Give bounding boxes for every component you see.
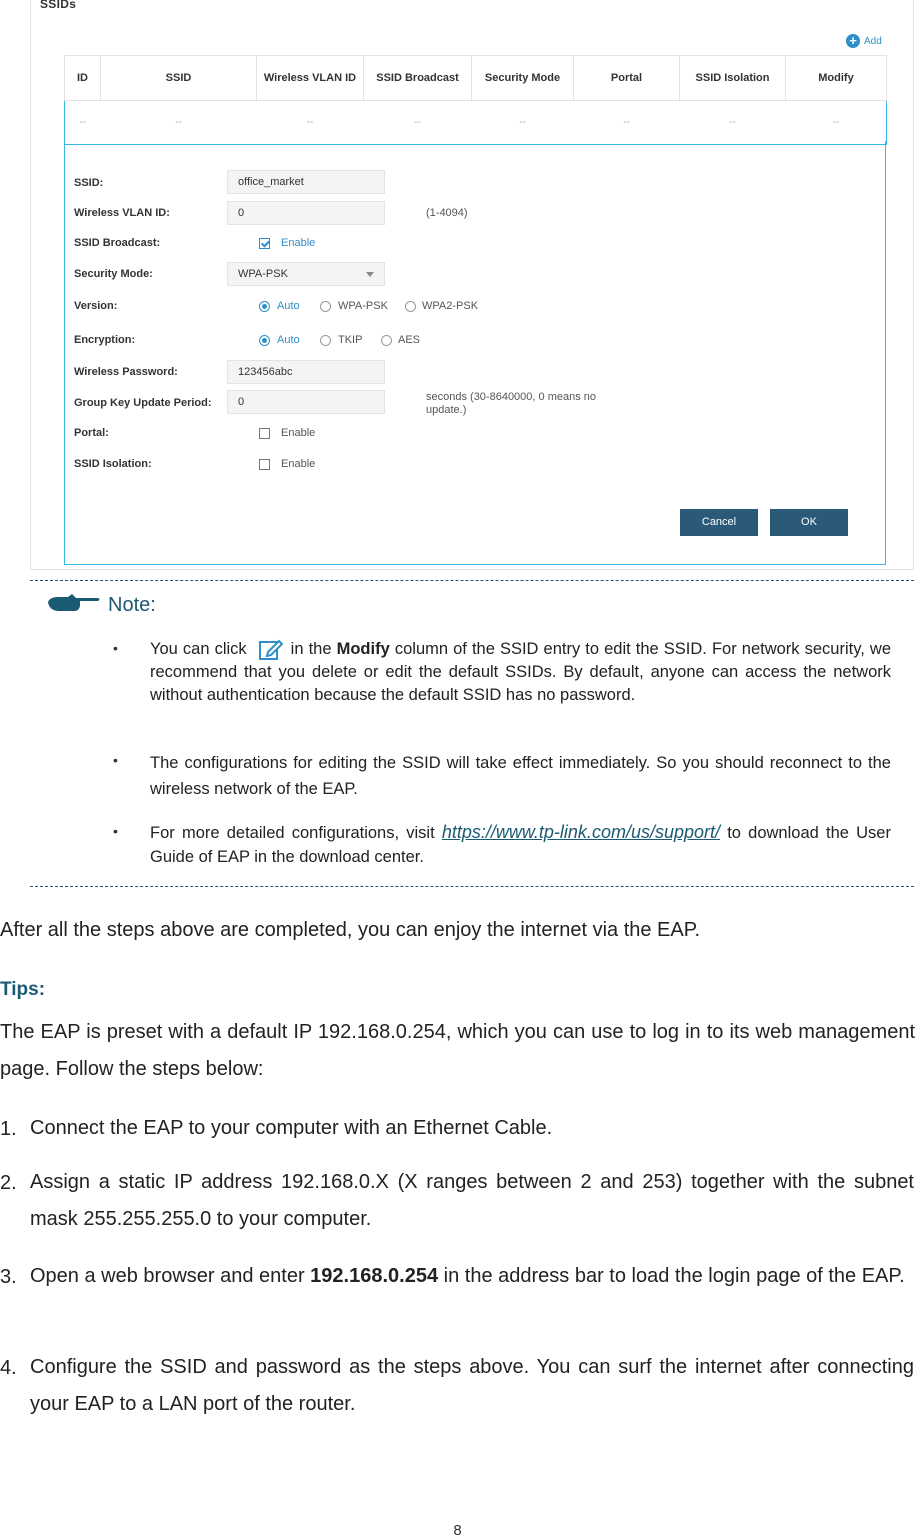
ssids-title: SSIDs [40,0,77,11]
password-label: Wireless Password: [74,366,178,378]
gkup-hint-line-1: seconds (30-8640000, 0 means no [426,391,597,403]
col-header-portal: Portal [574,56,680,101]
table-cell: -- [101,101,257,145]
isolation-label: SSID Isolation: [74,458,152,470]
note-item-3-text-b: to download the User Guide of EAP in the download center. [150,824,891,866]
note-title: Note: [108,594,156,616]
table-row[interactable] [65,101,887,145]
version-radio-wpa-psk[interactable] [320,301,331,312]
ssid-input[interactable] [227,170,385,194]
col-header-ssid: SSID [101,56,257,101]
encryption-option-aes: AES [398,334,421,346]
add-label: Add [864,35,882,47]
note-item-1-bold: Modify [336,640,390,658]
add-ssid-button[interactable] [846,34,882,48]
default-ip: 192.168.0.254 [310,1265,439,1287]
bullet: • [113,823,118,839]
vlan-hint: (1-4094) [426,207,468,219]
bullet: • [113,640,118,656]
encryption-radio-auto[interactable] [259,335,270,346]
tips-heading: Tips: [0,979,46,1000]
step-number: 4. [0,1357,17,1379]
vlan-id-input[interactable] [227,201,385,225]
col-header-security: Security Mode [472,56,574,101]
note-item-1 [150,638,891,707]
col-header-isolation: SSID Isolation [680,56,786,101]
version-radio-wpa2-psk[interactable] [405,301,416,312]
table-cell: -- [65,101,101,145]
pointing-hand-icon [46,592,102,614]
portal-label: Portal: [74,427,109,439]
note-bottom-divider [30,886,914,887]
isolation-checkbox[interactable] [259,459,270,470]
support-link[interactable]: https://www.tp-link.com/us/support/ [441,822,720,842]
ok-button[interactable]: OK [770,509,848,536]
table-cell: -- [574,101,680,145]
bullet: • [113,752,118,768]
ssid-edit-form [64,141,886,565]
step-text: Configure the SSID and password as the steps above. You can surf the internet after connecting your EAP to a LAN port of the router. [30,1356,914,1415]
col-header-id: ID [65,56,101,101]
encryption-option-auto: Auto [277,334,300,346]
step-text [30,1258,914,1295]
version-option-wpa2-psk: WPA2-PSK [422,300,479,312]
isolation-option: Enable [281,458,316,470]
encryption-label: Encryption: [74,334,136,346]
security-mode-value: WPA-PSK [238,268,288,280]
step-number: 3. [0,1266,17,1288]
note-item-2: The configurations for editing the SSID will take effect immediately. So you should reconnect to the wireless network of the EAP. [150,754,891,798]
add-icon: + [846,34,860,48]
step-3-text-b: in the address bar to load the login page of the EAP. [443,1265,905,1287]
chevron-down-icon [366,272,374,277]
step-3-text-a: Open a web browser and enter [30,1265,305,1287]
page-number: 8 [453,1522,462,1539]
note-item-3-text-a: For more detailed configurations, visit [150,824,435,842]
broadcast-label: SSID Broadcast: [74,237,161,249]
encryption-option-tkip: TKIP [338,334,363,346]
note-item-1-text-c: column of the SSID entry to edit the SSID. For network security, we recommend that you delete or edit the default SSIDs. By default, anyone can access the network without authentication because the default SSID has no password. [150,640,891,704]
broadcast-option: Enable [281,237,316,249]
encryption-radio-tkip[interactable] [320,335,331,346]
cancel-button[interactable]: Cancel [680,509,758,536]
version-label: Version: [74,300,118,312]
version-option-wpa-psk: WPA-PSK [338,300,388,312]
table-cell: -- [257,101,364,145]
tips-intro: The EAP is preset with a default IP 192.168.0.254, which you can use to log in to its web management page. Follow the steps below: [0,1021,915,1080]
col-header-broadcast: SSID Broadcast [364,56,472,101]
version-option-auto: Auto [277,300,300,312]
table-header-row [65,56,887,101]
gkup-hint-line-2: update.) [426,404,467,416]
note-item-1-text-b: in the [290,640,332,658]
gkup-input[interactable] [227,390,385,414]
note-item-3 [150,820,891,869]
table-cell: -- [472,101,574,145]
col-header-vlan: Wireless VLAN ID [257,56,364,101]
ssids-panel [30,0,914,570]
portal-checkbox[interactable] [259,428,270,439]
table-cell: -- [364,101,472,145]
portal-option: Enable [281,427,316,439]
edit-icon [259,639,283,661]
security-mode-select[interactable] [227,262,385,286]
note-top-divider [30,580,914,581]
encryption-radio-aes[interactable] [381,335,392,346]
ssid-table [64,55,887,145]
security-mode-label: Security Mode: [74,268,153,280]
gkup-label: Group Key Update Period: [74,397,212,409]
password-input[interactable] [227,360,385,384]
note-item-1-text-a: You can click [150,640,247,658]
step-text: Assign a static IP address 192.168.0.X (X ranges between 2 and 253) together with the subnet mask 255.255.255.0 to your computer. [30,1171,914,1230]
broadcast-checkbox[interactable] [259,238,270,249]
table-cell: -- [680,101,786,145]
step-number: 1. [0,1118,17,1140]
step-text: Connect the EAP to your computer with an Ethernet Cable. [30,1117,553,1139]
vlan-label: Wireless VLAN ID: [74,207,170,219]
table-cell: -- [786,101,887,145]
ssid-label: SSID: [74,177,104,189]
col-header-modify: Modify [786,56,887,101]
completion-paragraph: After all the steps above are completed, you can enjoy the internet via the EAP. [0,919,701,941]
step-number: 2. [0,1172,17,1194]
version-radio-auto[interactable] [259,301,270,312]
